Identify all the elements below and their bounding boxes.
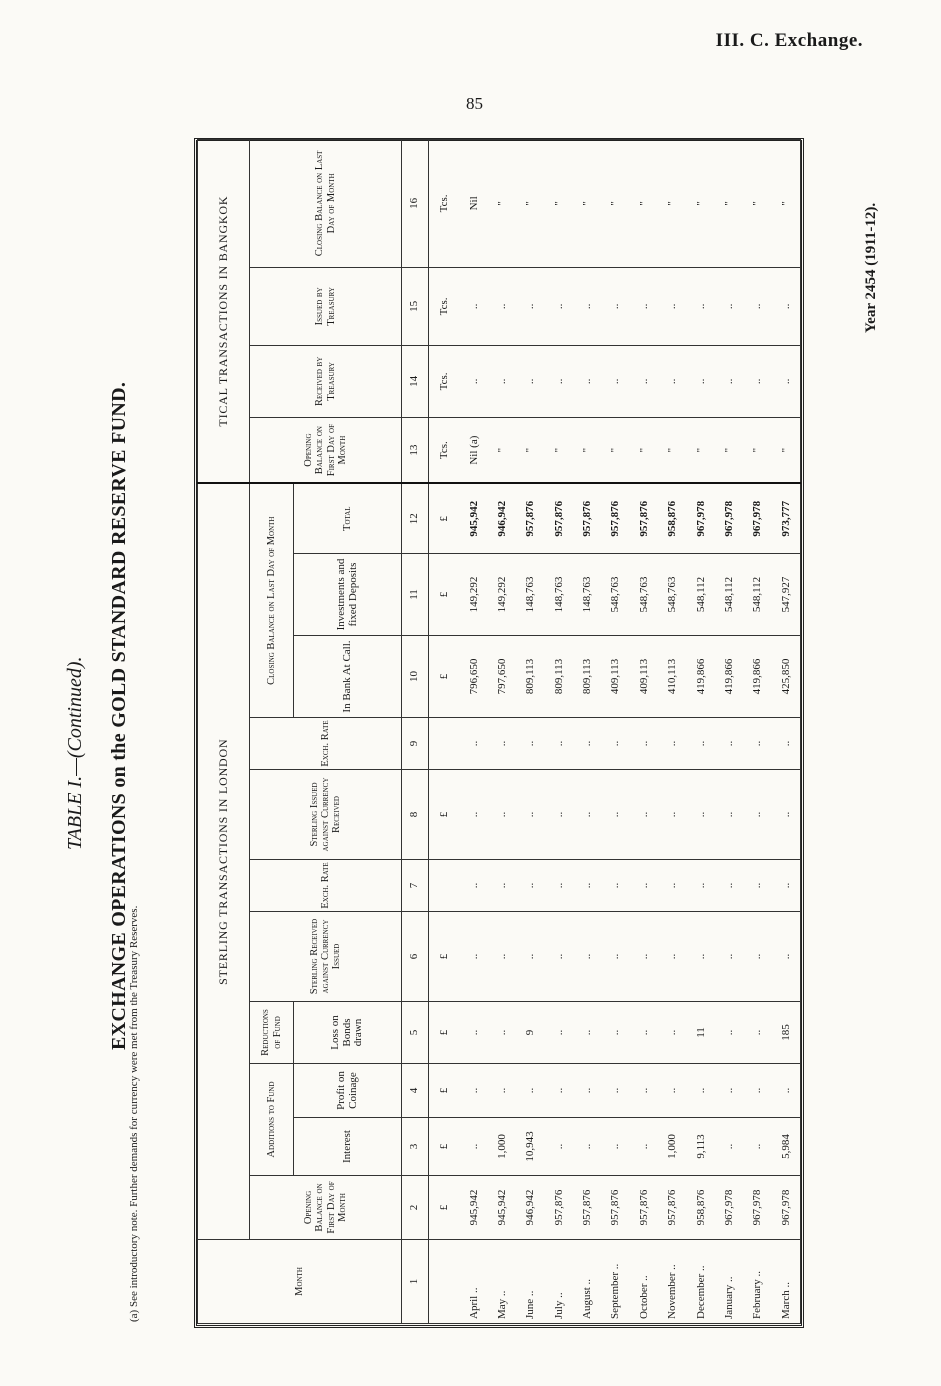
- cell-c3: ..: [545, 1118, 573, 1176]
- unit-cell: £: [429, 483, 460, 553]
- table-row: [743, 139, 771, 1323]
- unit-cell: [429, 1240, 460, 1324]
- cell-c10: 425,850: [772, 636, 801, 718]
- month-cell: November ..: [658, 1240, 686, 1324]
- cell-c9: ..: [630, 718, 658, 770]
- cell-c8: ..: [772, 770, 801, 860]
- cell-c12: 945,942: [459, 483, 487, 553]
- cell-c16: Nil: [459, 139, 487, 267]
- unit-cell: Tcs.: [429, 267, 460, 345]
- month-cell: June ..: [516, 1240, 544, 1324]
- cell-c11: 548,112: [743, 554, 771, 636]
- cell-c15: ..: [459, 267, 487, 345]
- cell-c5: ..: [573, 1002, 601, 1064]
- cell-c3: 1,000: [658, 1118, 686, 1176]
- cell-c6: ..: [516, 912, 544, 1002]
- unit-cell: £: [429, 554, 460, 636]
- table-row: [658, 139, 686, 1323]
- cell-c14: ..: [516, 345, 544, 417]
- cell-c4: ..: [715, 1064, 743, 1118]
- cell-c9: ..: [488, 718, 516, 770]
- table-title: EXCHANGE OPERATIONS on the GOLD STANDARD RESERVE FUND.: [108, 381, 130, 1050]
- cell-c14: ..: [488, 345, 516, 417]
- cell-c11: 548,112: [715, 554, 743, 636]
- cell-c9: ..: [601, 718, 629, 770]
- cell-c14: ..: [743, 345, 771, 417]
- cell-c15: ..: [686, 267, 714, 345]
- unit-cell: Tcs.: [429, 139, 460, 267]
- cell-c6: ..: [601, 912, 629, 1002]
- column-number: 3: [402, 1118, 429, 1176]
- header-exch-rate-1: Exch. Rate: [250, 860, 402, 912]
- cell-c7: ..: [459, 860, 487, 912]
- header-total: Total: [294, 483, 402, 553]
- column-number: 12: [402, 483, 429, 553]
- column-number: 5: [402, 1002, 429, 1064]
- header-interest: Interest: [294, 1118, 402, 1176]
- cell-c10: 409,113: [630, 636, 658, 718]
- cell-c5: ..: [545, 1002, 573, 1064]
- cell-c12: 957,876: [630, 483, 658, 553]
- header-in-bank: In Bank At Call.: [294, 636, 402, 718]
- header-additions: Additions to Fund: [250, 1064, 294, 1176]
- exchange-operations-table: [197, 139, 801, 1324]
- table-row: [488, 139, 516, 1323]
- cell-c16: ": [630, 139, 658, 267]
- cell-c7: ..: [715, 860, 743, 912]
- cell-c15: ..: [488, 267, 516, 345]
- cell-c16: ": [601, 139, 629, 267]
- section-label: III. C. Exchange.: [715, 30, 863, 51]
- cell-c4: ..: [488, 1064, 516, 1118]
- cell-c4: ..: [601, 1064, 629, 1118]
- cell-c9: ..: [658, 718, 686, 770]
- column-number: 10: [402, 636, 429, 718]
- cell-c8: ..: [573, 770, 601, 860]
- month-cell: October ..: [630, 1240, 658, 1324]
- cell-c14: ..: [658, 345, 686, 417]
- cell-c16: ": [658, 139, 686, 267]
- cell-c9: ..: [772, 718, 801, 770]
- cell-c11: 548,763: [658, 554, 686, 636]
- cell-c9: ..: [573, 718, 601, 770]
- cell-c5: ..: [488, 1002, 516, 1064]
- cell-c3: ..: [573, 1118, 601, 1176]
- cell-c3: 5,984: [772, 1118, 801, 1176]
- cell-c7: ..: [601, 860, 629, 912]
- year-label: Year 2454 (1911-12).: [863, 202, 879, 333]
- cell-c8: ..: [743, 770, 771, 860]
- column-number: 8: [402, 770, 429, 860]
- header-issued-treasury: Issued by Treasury: [250, 267, 402, 345]
- unit-row: [429, 139, 460, 1323]
- header-closing-balance: Closing Balance on Last Day of Month: [250, 483, 294, 717]
- cell-c10: 419,866: [743, 636, 771, 718]
- cell-c7: ..: [658, 860, 686, 912]
- cell-c14: ..: [772, 345, 801, 417]
- cell-c15: ..: [630, 267, 658, 345]
- cell-c6: ..: [630, 912, 658, 1002]
- cell-c8: ..: [686, 770, 714, 860]
- column-number: 16: [402, 139, 429, 267]
- cell-c5: ..: [630, 1002, 658, 1064]
- column-number: 2: [402, 1176, 429, 1240]
- cell-c2: 946,942: [516, 1176, 544, 1240]
- cell-c9: ..: [686, 718, 714, 770]
- cell-c4: ..: [630, 1064, 658, 1118]
- cell-c2: 957,876: [658, 1176, 686, 1240]
- cell-c8: ..: [516, 770, 544, 860]
- cell-c15: ..: [545, 267, 573, 345]
- cell-c3: 9,113: [686, 1118, 714, 1176]
- cell-c12: 967,978: [743, 483, 771, 553]
- cell-c6: ..: [545, 912, 573, 1002]
- cell-c6: ..: [573, 912, 601, 1002]
- cell-c3: ..: [630, 1118, 658, 1176]
- cell-c4: ..: [743, 1064, 771, 1118]
- header-opening-balance: Opening Balance on First Day of Month: [250, 1176, 402, 1240]
- unit-cell: Tcs.: [429, 345, 460, 417]
- column-number: 9: [402, 718, 429, 770]
- cell-c5: ..: [715, 1002, 743, 1064]
- unit-cell: [429, 860, 460, 912]
- unit-cell: £: [429, 912, 460, 1002]
- table-row: [630, 139, 658, 1323]
- cell-c2: 945,942: [488, 1176, 516, 1240]
- table-body: [429, 139, 801, 1323]
- table-caption: TABLE I.—(Continued).: [64, 656, 86, 850]
- cell-c6: ..: [686, 912, 714, 1002]
- cell-c10: 797,650: [488, 636, 516, 718]
- cell-c16: ": [516, 139, 544, 267]
- cell-c2: 945,942: [459, 1176, 487, 1240]
- cell-c4: ..: [658, 1064, 686, 1118]
- cell-c8: ..: [715, 770, 743, 860]
- cell-c6: ..: [772, 912, 801, 1002]
- cell-c16: ": [772, 139, 801, 267]
- cell-c12: 967,978: [686, 483, 714, 553]
- cell-c7: ..: [516, 860, 544, 912]
- cell-c16: ": [743, 139, 771, 267]
- unit-cell: £: [429, 1064, 460, 1118]
- cell-c11: 547,927: [772, 554, 801, 636]
- month-cell: September ..: [601, 1240, 629, 1324]
- header-received-treasury: Received by Treasury: [250, 345, 402, 417]
- cell-c11: 548,763: [601, 554, 629, 636]
- cell-c9: ..: [715, 718, 743, 770]
- cell-c15: ..: [573, 267, 601, 345]
- cell-c5: ..: [601, 1002, 629, 1064]
- header-group-london: STERLING TRANSACTIONS IN LONDON: [198, 483, 250, 1239]
- month-cell: March ..: [772, 1240, 801, 1324]
- cell-c13: ": [601, 417, 629, 483]
- cell-c10: 809,113: [545, 636, 573, 718]
- column-number: 13: [402, 417, 429, 483]
- cell-c12: 957,876: [545, 483, 573, 553]
- cell-c14: ..: [459, 345, 487, 417]
- cell-c16: ": [488, 139, 516, 267]
- table-row: [459, 139, 487, 1323]
- cell-c4: ..: [686, 1064, 714, 1118]
- cell-c7: ..: [488, 860, 516, 912]
- cell-c3: ..: [743, 1118, 771, 1176]
- header-sterling-issued: Sterling Issued against Currency Received: [250, 770, 402, 860]
- cell-c14: ..: [573, 345, 601, 417]
- cell-c12: 957,876: [601, 483, 629, 553]
- month-cell: February ..: [743, 1240, 771, 1324]
- cell-c5: 9: [516, 1002, 544, 1064]
- cell-c9: ..: [516, 718, 544, 770]
- cell-c2: 958,876: [686, 1176, 714, 1240]
- cell-c12: 957,876: [516, 483, 544, 553]
- cell-c16: ": [573, 139, 601, 267]
- cell-c10: 809,113: [573, 636, 601, 718]
- cell-c8: ..: [630, 770, 658, 860]
- table-row: [772, 139, 801, 1323]
- header-profit-coinage: Profit on Coinage: [294, 1064, 402, 1118]
- cell-c10: 410,113: [658, 636, 686, 718]
- cell-c3: ..: [715, 1118, 743, 1176]
- header-sterling-received: Sterling Received against Currency Issued: [250, 912, 402, 1002]
- column-number: 7: [402, 860, 429, 912]
- cell-c7: ..: [573, 860, 601, 912]
- cell-c5: 185: [772, 1002, 801, 1064]
- column-number: 11: [402, 554, 429, 636]
- unit-cell: £: [429, 1118, 460, 1176]
- unit-cell: £: [429, 1002, 460, 1064]
- header-group-bangkok: TICAL TRANSACTIONS IN BANGKOK: [198, 139, 250, 483]
- cell-c15: ..: [516, 267, 544, 345]
- cell-c2: 957,876: [601, 1176, 629, 1240]
- cell-c13: ": [545, 417, 573, 483]
- cell-c4: ..: [772, 1064, 801, 1118]
- cell-c5: ..: [459, 1002, 487, 1064]
- cell-c5: 11: [686, 1002, 714, 1064]
- cell-c14: ..: [686, 345, 714, 417]
- cell-c2: 967,978: [772, 1176, 801, 1240]
- cell-c9: ..: [743, 718, 771, 770]
- cell-c8: ..: [459, 770, 487, 860]
- cell-c13: ": [488, 417, 516, 483]
- table-row: [686, 139, 714, 1323]
- cell-c10: 419,866: [715, 636, 743, 718]
- cell-c12: 946,942: [488, 483, 516, 553]
- cell-c13: ": [658, 417, 686, 483]
- cell-c7: ..: [686, 860, 714, 912]
- cell-c11: 149,292: [459, 554, 487, 636]
- cell-c15: ..: [743, 267, 771, 345]
- cell-c8: ..: [545, 770, 573, 860]
- cell-c10: 796,650: [459, 636, 487, 718]
- cell-c6: ..: [658, 912, 686, 1002]
- rotated-table-container: [197, 140, 801, 1324]
- header-month: Month: [198, 1240, 402, 1324]
- cell-c16: ": [545, 139, 573, 267]
- unit-cell: [429, 718, 460, 770]
- column-number: 14: [402, 345, 429, 417]
- cell-c12: 973,777: [772, 483, 801, 553]
- cell-c8: ..: [601, 770, 629, 860]
- cell-c13: ": [516, 417, 544, 483]
- cell-c10: 809,113: [516, 636, 544, 718]
- cell-c3: 10,943: [516, 1118, 544, 1176]
- cell-c4: ..: [459, 1064, 487, 1118]
- cell-c12: 958,876: [658, 483, 686, 553]
- cell-c3: 1,000: [488, 1118, 516, 1176]
- header-reductions: Reductions of Fund: [250, 1002, 294, 1064]
- cell-c14: ..: [630, 345, 658, 417]
- month-cell: August ..: [573, 1240, 601, 1324]
- cell-c13: ": [573, 417, 601, 483]
- cell-c4: ..: [545, 1064, 573, 1118]
- cell-c11: 148,763: [545, 554, 573, 636]
- unit-cell: £: [429, 770, 460, 860]
- month-cell: April ..: [459, 1240, 487, 1324]
- header-tical-opening: Opening Balance on First Day of Month: [250, 417, 402, 483]
- unit-cell: £: [429, 636, 460, 718]
- column-number: 15: [402, 267, 429, 345]
- cell-c6: ..: [459, 912, 487, 1002]
- cell-c7: ..: [630, 860, 658, 912]
- cell-c7: ..: [743, 860, 771, 912]
- cell-c11: 148,763: [516, 554, 544, 636]
- cell-c2: 967,978: [715, 1176, 743, 1240]
- cell-c3: ..: [601, 1118, 629, 1176]
- cell-c13: ": [630, 417, 658, 483]
- cell-c11: 548,763: [630, 554, 658, 636]
- cell-c12: 967,978: [715, 483, 743, 553]
- cell-c12: 957,876: [573, 483, 601, 553]
- cell-c7: ..: [545, 860, 573, 912]
- cell-c8: ..: [658, 770, 686, 860]
- table-row: [601, 139, 629, 1323]
- cell-c4: ..: [516, 1064, 544, 1118]
- cell-c13: Nil (a): [459, 417, 487, 483]
- cell-c15: ..: [715, 267, 743, 345]
- column-number-row: [402, 139, 429, 1323]
- table-row: [573, 139, 601, 1323]
- column-number: 6: [402, 912, 429, 1002]
- header-investments: Investments and fixed Deposits: [294, 554, 402, 636]
- cell-c8: ..: [488, 770, 516, 860]
- cell-c11: 548,112: [686, 554, 714, 636]
- cell-c2: 957,876: [630, 1176, 658, 1240]
- cell-c11: 148,763: [573, 554, 601, 636]
- cell-c11: 149,292: [488, 554, 516, 636]
- cell-c10: 409,113: [601, 636, 629, 718]
- table-row: [545, 139, 573, 1323]
- cell-c13: ": [715, 417, 743, 483]
- month-cell: December ..: [686, 1240, 714, 1324]
- cell-c6: ..: [715, 912, 743, 1002]
- column-number: 1: [402, 1240, 429, 1324]
- cell-c16: ": [686, 139, 714, 267]
- header-loss-bonds: Loss on Bonds drawn: [294, 1002, 402, 1064]
- cell-c2: 967,978: [743, 1176, 771, 1240]
- table-row: [516, 139, 544, 1323]
- cell-c4: ..: [573, 1064, 601, 1118]
- table-row: [715, 139, 743, 1323]
- cell-c14: ..: [715, 345, 743, 417]
- cell-c9: ..: [459, 718, 487, 770]
- column-number: 4: [402, 1064, 429, 1118]
- cell-c13: ": [686, 417, 714, 483]
- cell-c14: ..: [601, 345, 629, 417]
- cell-c13: ": [772, 417, 801, 483]
- footnote: (a) See introductory note. Further demands for currency were met from the Treasury Reserves.: [128, 905, 140, 1322]
- cell-c10: 419,866: [686, 636, 714, 718]
- cell-c6: ..: [743, 912, 771, 1002]
- header-exch-rate-2: Exch. Rate: [250, 718, 402, 770]
- month-cell: May ..: [488, 1240, 516, 1324]
- page-number: 85: [466, 94, 483, 113]
- cell-c5: ..: [743, 1002, 771, 1064]
- unit-cell: £: [429, 1176, 460, 1240]
- cell-c15: ..: [601, 267, 629, 345]
- cell-c9: ..: [545, 718, 573, 770]
- cell-c2: 957,876: [573, 1176, 601, 1240]
- cell-c15: ..: [772, 267, 801, 345]
- cell-c15: ..: [658, 267, 686, 345]
- cell-c5: ..: [658, 1002, 686, 1064]
- cell-c2: 957,876: [545, 1176, 573, 1240]
- cell-c6: ..: [488, 912, 516, 1002]
- cell-c3: ..: [459, 1118, 487, 1176]
- header-tical-closing: Closing Balance on Last Day of Month: [250, 139, 402, 267]
- cell-c13: ": [743, 417, 771, 483]
- month-cell: July ..: [545, 1240, 573, 1324]
- cell-c14: ..: [545, 345, 573, 417]
- unit-cell: Tcs.: [429, 417, 460, 483]
- cell-c16: ": [715, 139, 743, 267]
- cell-c7: ..: [772, 860, 801, 912]
- month-cell: January ..: [715, 1240, 743, 1324]
